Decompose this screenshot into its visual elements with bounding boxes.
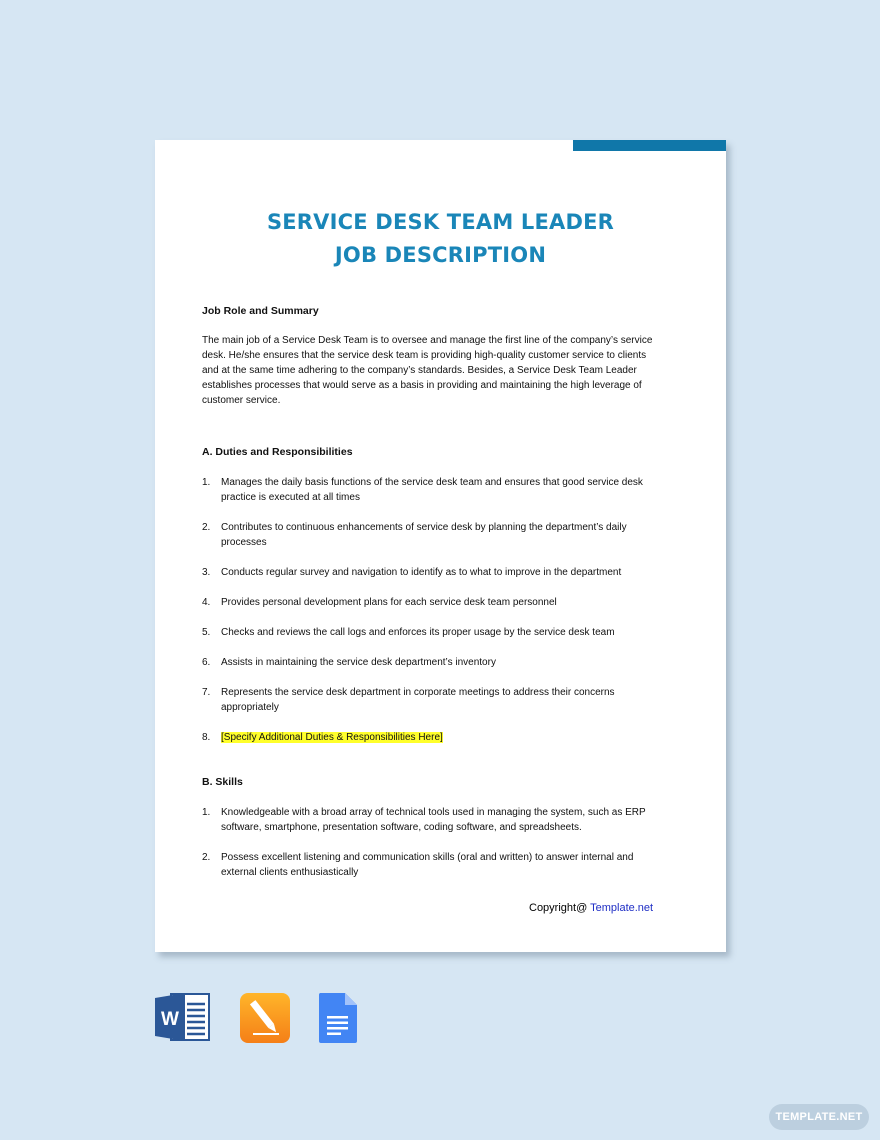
list-item: 7. Represents the service desk department in corporate meetings to address their concerns appropriately [202, 687, 615, 713]
placeholder-highlight: [Specify Additional Duties & Responsibilities Here] [221, 732, 443, 743]
skills-heading: B. Skills [202, 776, 243, 788]
word-icon[interactable] [155, 992, 211, 1047]
accent-bar [573, 140, 726, 151]
watermark-badge: TEMPLATE.NET [769, 1104, 869, 1130]
duties-list [202, 475, 654, 745]
list-item: 1. Knowledgeable with a broad array of technical tools used in managing the system, such as ERP software, smartphone, presentation software, coding software, and spreadsheets. [202, 807, 646, 833]
summary-text: The main job of a Service Desk Team is to oversee and manage the first line of the company’s service desk. He/she ensures that the service desk team is providing high-quality customer service to clients and at the same time adhering to the company’s standards. Besides, a Service Desk Team Leader establishes processes that would serve as a basis in providing and maintaining the high leverage of customer service. [202, 335, 653, 406]
list-item: 5. Checks and reviews the call logs and enforces its proper usage by the service desk team [202, 627, 615, 638]
document-title [155, 206, 726, 272]
svg-text:W: W [161, 1009, 179, 1030]
google-docs-icon[interactable] [318, 992, 358, 1049]
list-item: 2. Possess excellent listening and communication skills (oral and written) to answer internal and external clients enthusiastically [202, 852, 634, 878]
list-item: 2. Contributes to continuous enhancements of service desk by planning the department’s daily processes [202, 522, 627, 548]
pages-icon[interactable] [239, 992, 291, 1049]
title-line-2: JOB DESCRIPTION [334, 243, 547, 267]
document-body [202, 304, 654, 895]
skills-list [202, 805, 654, 880]
list-item: 4. Provides personal development plans for each service desk team personnel [202, 597, 557, 608]
list-item: 6. Assists in maintaining the service desk department’s inventory [202, 657, 496, 668]
summary-heading: Job Role and Summary [202, 305, 319, 317]
list-item: 1. Manages the daily basis functions of the service desk team and ensures that good service desk practice is executed at all times [202, 477, 643, 503]
duties-heading: A. Duties and Responsibilities [202, 446, 353, 458]
list-item: 8. [Specify Additional Duties & Responsibilities Here] [202, 732, 443, 743]
title-line-1: SERVICE DESK TEAM LEADER [266, 210, 615, 234]
document-page [155, 140, 726, 952]
copyright-notice: Copyright@ Template.net [529, 902, 654, 914]
copyright-link[interactable]: Template.net [590, 902, 654, 914]
list-item: 3. Conducts regular survey and navigation to identify as to what to improve in the department [202, 567, 622, 578]
